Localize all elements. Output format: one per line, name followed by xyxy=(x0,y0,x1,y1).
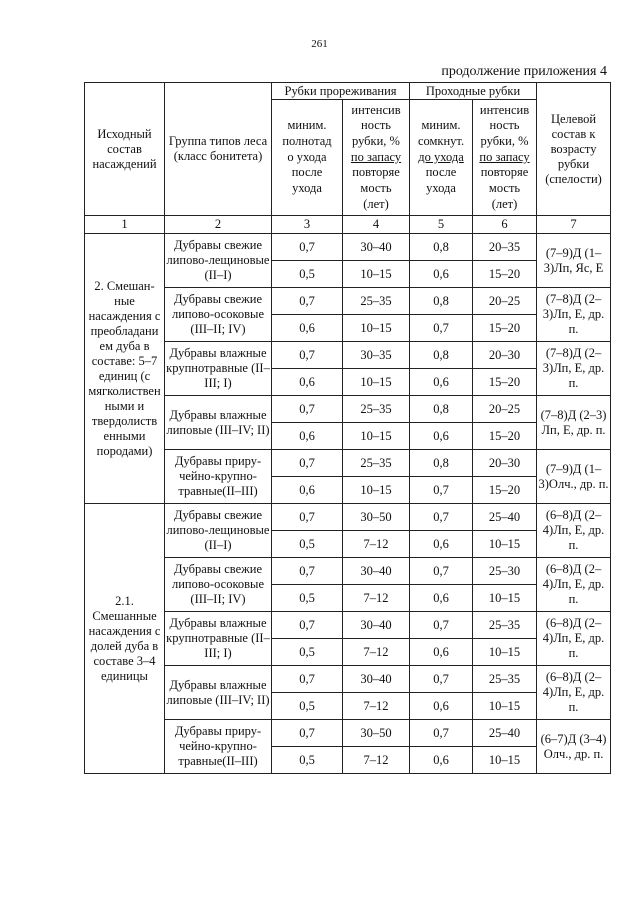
initial-composition-cell: 2. Смешан-ные насаждения с преобладани ем дуба в составе: 5–7 единиц (с мягколиствен ными и твердолиств енными породами) xyxy=(85,234,165,504)
thinning-intensity-cell: 7–12 xyxy=(343,585,410,612)
min-density-cell: 0,6 xyxy=(272,477,343,504)
target-composition-cell: (6–8)Д (2–4)Лп, Е, др. п. xyxy=(537,558,611,612)
passage-intensity-cell: 25–35 xyxy=(473,666,537,693)
min-density-cell: 0,7 xyxy=(272,450,343,477)
column-number: 5 xyxy=(410,216,473,234)
min-density-cell: 0,7 xyxy=(272,558,343,585)
passage-intensity-cell: 20–30 xyxy=(473,450,537,477)
min-density-cell: 0,7 xyxy=(272,396,343,423)
passage-intensity-cell: 15–20 xyxy=(473,369,537,396)
thinning-intensity-cell: 10–15 xyxy=(343,369,410,396)
forest-type-cell: Дубравы приру-чейно-крупно-травные(II–III) xyxy=(165,720,272,774)
forest-type-cell: Дубравы влажные липовые (III–IV; II) xyxy=(165,396,272,450)
header-forest-type-group: Группа типов леса (класс бонитета) xyxy=(165,83,272,216)
forest-type-cell: Дубравы влажные крупнотравные (II–III; I) xyxy=(165,342,272,396)
min-closure-cell: 0,6 xyxy=(410,531,473,558)
min-density-cell: 0,7 xyxy=(272,666,343,693)
forest-type-cell: Дубравы влажные липовые (III–IV; II) xyxy=(165,666,272,720)
min-density-cell: 0,7 xyxy=(272,288,343,315)
column-number: 3 xyxy=(272,216,343,234)
min-closure-cell: 0,8 xyxy=(410,450,473,477)
target-composition-cell: (7–8)Д (2–3)Лп, Е, др. п. xyxy=(537,288,611,342)
passage-intensity-cell: 20–30 xyxy=(473,342,537,369)
thinning-intensity-cell: 25–35 xyxy=(343,396,410,423)
target-composition-cell: (7–8)Д (2–3)Лп, Е, др. п. xyxy=(537,342,611,396)
header-min-closure: миним. сомкнут. до ухода после ухода xyxy=(410,100,473,216)
min-density-cell: 0,6 xyxy=(272,369,343,396)
min-density-cell: 0,7 xyxy=(272,504,343,531)
min-closure-cell: 0,8 xyxy=(410,396,473,423)
thinning-intensity-cell: 7–12 xyxy=(343,639,410,666)
min-density-cell: 0,5 xyxy=(272,261,343,288)
header-target-composition: Целевой состав к возрасту рубки (спелости) xyxy=(537,83,611,216)
thinning-intensity-cell: 10–15 xyxy=(343,477,410,504)
min-density-cell: 0,5 xyxy=(272,585,343,612)
thinning-intensity-cell: 7–12 xyxy=(343,531,410,558)
passage-intensity-cell: 10–15 xyxy=(473,639,537,666)
min-closure-cell: 0,6 xyxy=(410,585,473,612)
thinning-intensity-cell: 30–40 xyxy=(343,666,410,693)
passage-intensity-cell: 25–40 xyxy=(473,504,537,531)
header-initial-composition: Исходный состав насаждений xyxy=(85,83,165,216)
initial-composition-cell: 2.1. Смешанные насаждения с долей дуба в составе 3–4 единицы xyxy=(85,504,165,774)
thinning-intensity-cell: 30–40 xyxy=(343,612,410,639)
min-closure-cell: 0,7 xyxy=(410,720,473,747)
thinning-intensity-cell: 30–40 xyxy=(343,558,410,585)
min-closure-cell: 0,7 xyxy=(410,666,473,693)
passage-intensity-cell: 25–40 xyxy=(473,720,537,747)
thinning-intensity-cell: 10–15 xyxy=(343,261,410,288)
target-composition-cell: (6–8)Д (2–4)Лп, Е, др. п. xyxy=(537,504,611,558)
page-number: 261 xyxy=(311,38,328,50)
column-number: 7 xyxy=(537,216,611,234)
thinning-intensity-cell: 25–35 xyxy=(343,288,410,315)
thinning-intensity-cell: 30–50 xyxy=(343,720,410,747)
target-composition-cell: (7–9)Д (1–3)Лп, Яс, Е xyxy=(537,234,611,288)
min-density-cell: 0,7 xyxy=(272,234,343,261)
min-density-cell: 0,6 xyxy=(272,315,343,342)
min-closure-cell: 0,7 xyxy=(410,558,473,585)
min-density-cell: 0,5 xyxy=(272,747,343,774)
min-closure-cell: 0,6 xyxy=(410,423,473,450)
min-closure-cell: 0,7 xyxy=(410,315,473,342)
continuation-label: продолжение приложения 4 xyxy=(441,64,607,79)
min-closure-cell: 0,6 xyxy=(410,261,473,288)
header-min-density: миним. полнотад о ухода после ухода xyxy=(272,100,343,216)
min-closure-cell: 0,6 xyxy=(410,369,473,396)
min-closure-cell: 0,7 xyxy=(410,504,473,531)
forest-type-cell: Дубравы свежие липово-осоковые (III–II; IV) xyxy=(165,558,272,612)
min-density-cell: 0,7 xyxy=(272,612,343,639)
passage-intensity-cell: 20–35 xyxy=(473,234,537,261)
min-closure-cell: 0,6 xyxy=(410,747,473,774)
header-thinning: Рубки прореживания xyxy=(272,83,410,100)
min-closure-cell: 0,7 xyxy=(410,477,473,504)
passage-intensity-cell: 25–30 xyxy=(473,558,537,585)
passage-intensity-cell: 10–15 xyxy=(473,693,537,720)
target-composition-cell: (6–7)Д (3–4) Олч., др. п. xyxy=(537,720,611,774)
min-density-cell: 0,5 xyxy=(272,531,343,558)
thinning-intensity-cell: 30–40 xyxy=(343,234,410,261)
passage-intensity-cell: 25–35 xyxy=(473,612,537,639)
passage-intensity-cell: 20–25 xyxy=(473,396,537,423)
passage-intensity-cell: 15–20 xyxy=(473,477,537,504)
thinning-intensity-cell: 25–35 xyxy=(343,450,410,477)
passage-intensity-cell: 10–15 xyxy=(473,531,537,558)
forest-type-cell: Дубравы приру-чейно-крупно-травные(II–III) xyxy=(165,450,272,504)
thinning-intensity-cell: 7–12 xyxy=(343,747,410,774)
forest-type-cell: Дубравы свежие липово-лещиновые (II–I) xyxy=(165,504,272,558)
column-number: 1 xyxy=(85,216,165,234)
min-closure-cell: 0,6 xyxy=(410,639,473,666)
min-density-cell: 0,5 xyxy=(272,693,343,720)
min-closure-cell: 0,8 xyxy=(410,342,473,369)
min-density-cell: 0,7 xyxy=(272,720,343,747)
passage-intensity-cell: 20–25 xyxy=(473,288,537,315)
target-composition-cell: (7–9)Д (1–3)Олч., др. п. xyxy=(537,450,611,504)
thinning-intensity-cell: 10–15 xyxy=(343,315,410,342)
target-composition-cell: (7–8)Д (2–3) Лп, Е, др. п. xyxy=(537,396,611,450)
passage-intensity-cell: 15–20 xyxy=(473,315,537,342)
thinning-intensity-cell: 7–12 xyxy=(343,693,410,720)
header-passage-cutting: Проходные рубки xyxy=(410,83,537,100)
min-density-cell: 0,5 xyxy=(272,639,343,666)
min-closure-cell: 0,8 xyxy=(410,288,473,315)
silviculture-table xyxy=(84,82,611,774)
min-closure-cell: 0,7 xyxy=(410,612,473,639)
min-density-cell: 0,6 xyxy=(272,423,343,450)
target-composition-cell: (6–8)Д (2–4)Лп, Е, др. п. xyxy=(537,666,611,720)
thinning-intensity-cell: 30–35 xyxy=(343,342,410,369)
min-closure-cell: 0,6 xyxy=(410,693,473,720)
passage-intensity-cell: 15–20 xyxy=(473,423,537,450)
min-closure-cell: 0,8 xyxy=(410,234,473,261)
table-row xyxy=(85,504,611,531)
forest-type-cell: Дубравы свежие липово-лещиновые (II–I) xyxy=(165,234,272,288)
passage-intensity-cell: 15–20 xyxy=(473,261,537,288)
thinning-intensity-cell: 30–50 xyxy=(343,504,410,531)
forest-type-cell: Дубравы влажные крупнотравные (II–III; I) xyxy=(165,612,272,666)
column-number: 4 xyxy=(343,216,410,234)
min-density-cell: 0,7 xyxy=(272,342,343,369)
passage-intensity-cell: 10–15 xyxy=(473,585,537,612)
table-row xyxy=(85,234,611,261)
column-number: 2 xyxy=(165,216,272,234)
forest-type-cell: Дубравы свежие липово-осоковые (III–II; IV) xyxy=(165,288,272,342)
header-thinning-intensity: интенсив ность рубки, % по запасу повторяе мость (лет) xyxy=(343,100,410,216)
passage-intensity-cell: 10–15 xyxy=(473,747,537,774)
thinning-intensity-cell: 10–15 xyxy=(343,423,410,450)
header-passage-intensity: интенсив ность рубки, % по запасу повторяе мость (лет) xyxy=(473,100,537,216)
column-number: 6 xyxy=(473,216,537,234)
target-composition-cell: (6–8)Д (2–4)Лп, Е, др. п. xyxy=(537,612,611,666)
